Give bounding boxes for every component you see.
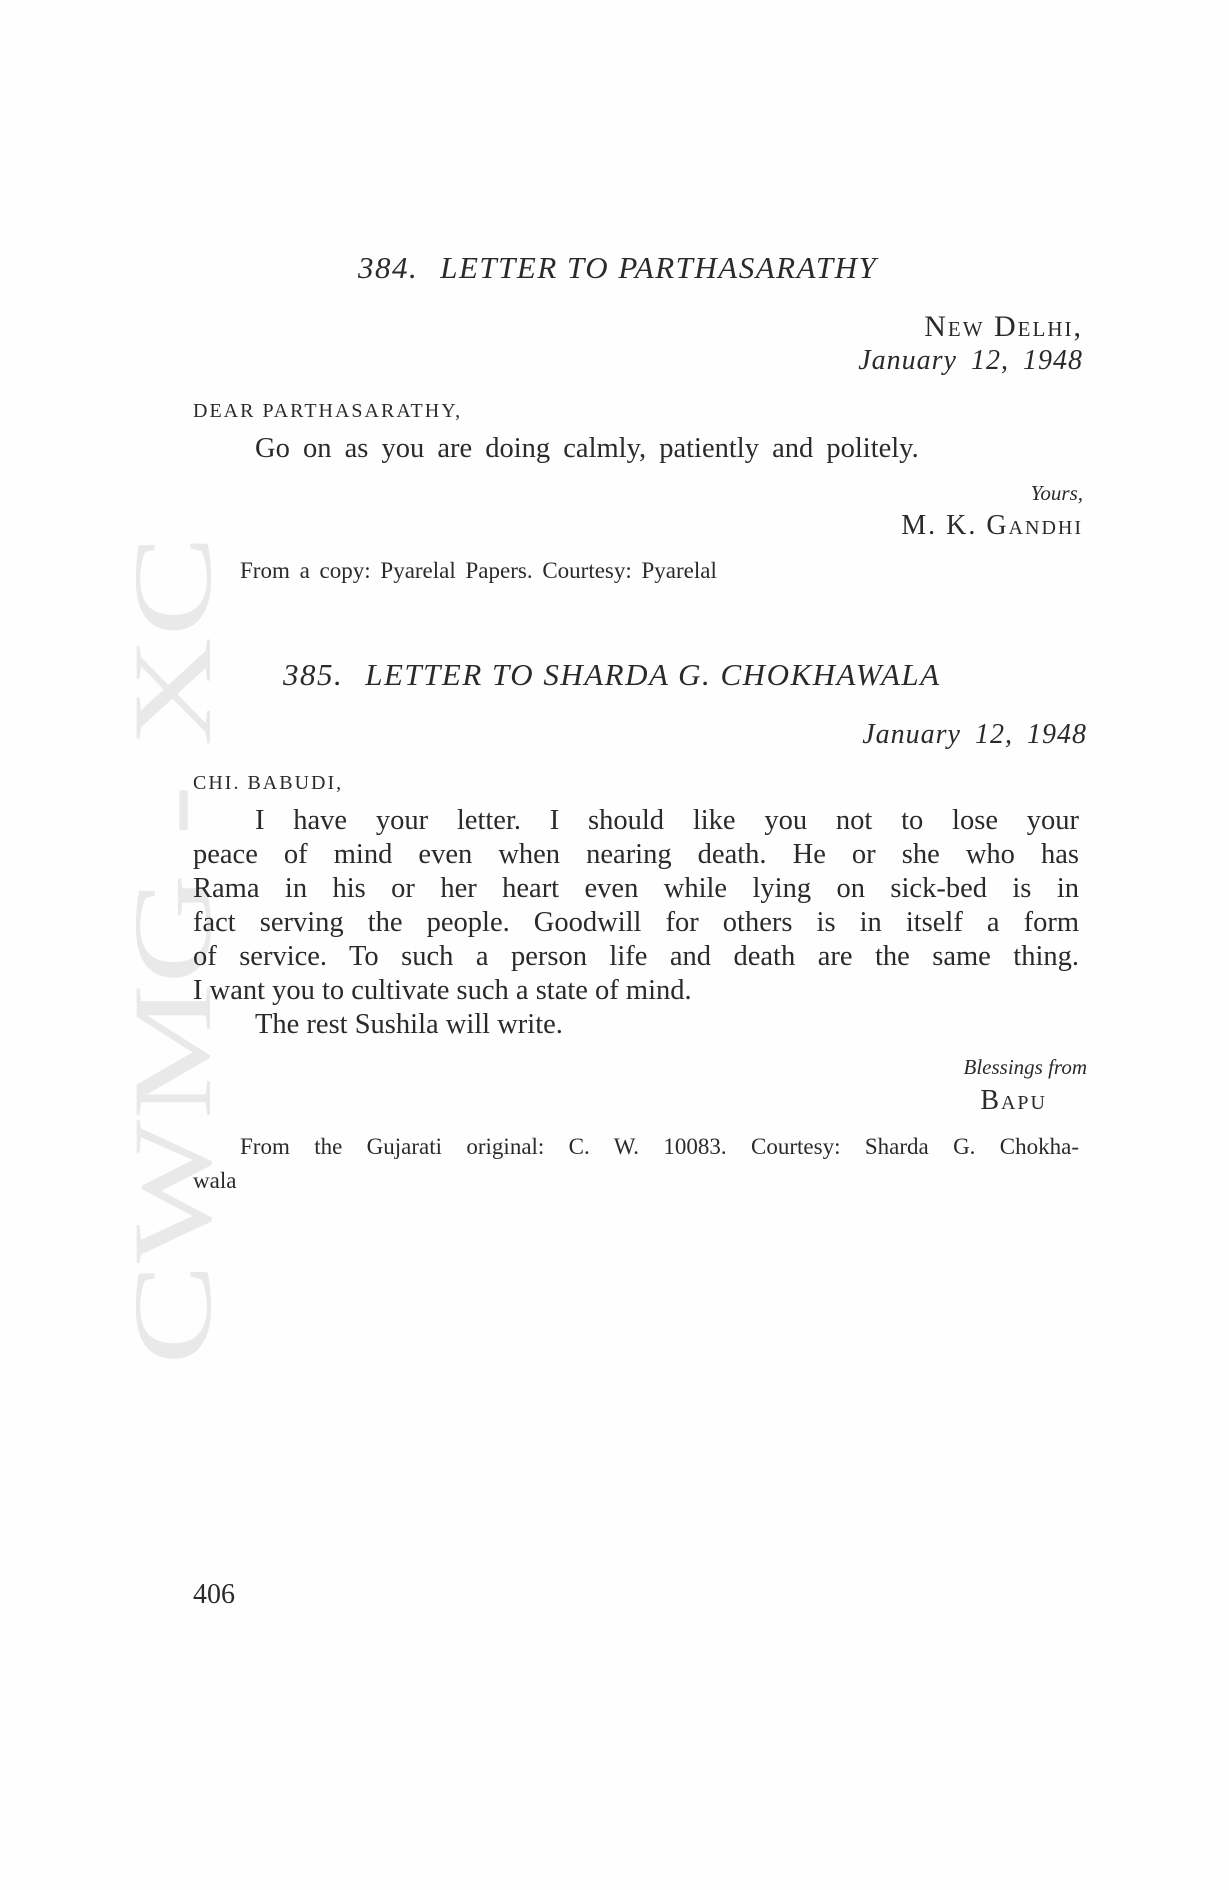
body-line: of service. To such a person life and death are the same thing. bbox=[193, 941, 1079, 972]
letter-385-closing: Blessings from bbox=[963, 1055, 1087, 1079]
body-line: I have your letter. I should like you not to lose your bbox=[255, 805, 1079, 836]
body-line: I want you to cultivate such a state of mind. bbox=[193, 975, 692, 1006]
letter-384-source: From a copy: Pyarelal Papers. Courtesy: Pyarelal bbox=[240, 558, 717, 583]
letter-384-title: LETTER TO PARTHASARATHY bbox=[440, 250, 878, 285]
source-line: wala bbox=[193, 1168, 237, 1193]
body-line: fact serving the people. Goodwill for others is in itself a form bbox=[193, 907, 1079, 938]
letter-385-source bbox=[193, 1130, 1079, 1198]
letter-385-body bbox=[193, 804, 1079, 1042]
letter-384-heading bbox=[358, 250, 877, 286]
body-line: peace of mind even when nearing death. He or she who has bbox=[193, 839, 1079, 870]
letter-384-closing: Yours, bbox=[1030, 481, 1083, 505]
letter-385-title: LETTER TO SHARDA G. CHOKHAWALA bbox=[365, 657, 941, 692]
letter-384-body: Go on as you are doing calmly, patiently and politely. bbox=[255, 433, 919, 464]
letter-385-number: 385. bbox=[283, 657, 344, 692]
letter-384-date: January 12, 1948 bbox=[858, 345, 1083, 376]
letter-384-number: 384. bbox=[358, 250, 419, 285]
letter-385-signature: Bapu bbox=[980, 1085, 1047, 1116]
body-line: Rama in his or her heart even while lying on sick-bed is in bbox=[193, 873, 1079, 904]
letter-385-date: January 12, 1948 bbox=[862, 719, 1087, 750]
body-line: The rest Sushila will write. bbox=[255, 1009, 563, 1040]
page-number: 406 bbox=[193, 1579, 235, 1610]
letter-385-heading bbox=[283, 657, 941, 693]
letter-385-salutation: CHI. BABUDI, bbox=[193, 772, 344, 794]
letter-384-place: New Delhi, bbox=[924, 310, 1083, 343]
source-line: From the Gujarati original: C. W. 10083. Courtesy: Sharda G. Chokha- bbox=[240, 1134, 1079, 1159]
watermark-text: CWMG XC bbox=[128, 755, 228, 1365]
letter-384-salutation: DEAR PARTHASARATHY, bbox=[193, 400, 463, 422]
letter-384-signature: M. K. Gandhi bbox=[901, 510, 1083, 541]
